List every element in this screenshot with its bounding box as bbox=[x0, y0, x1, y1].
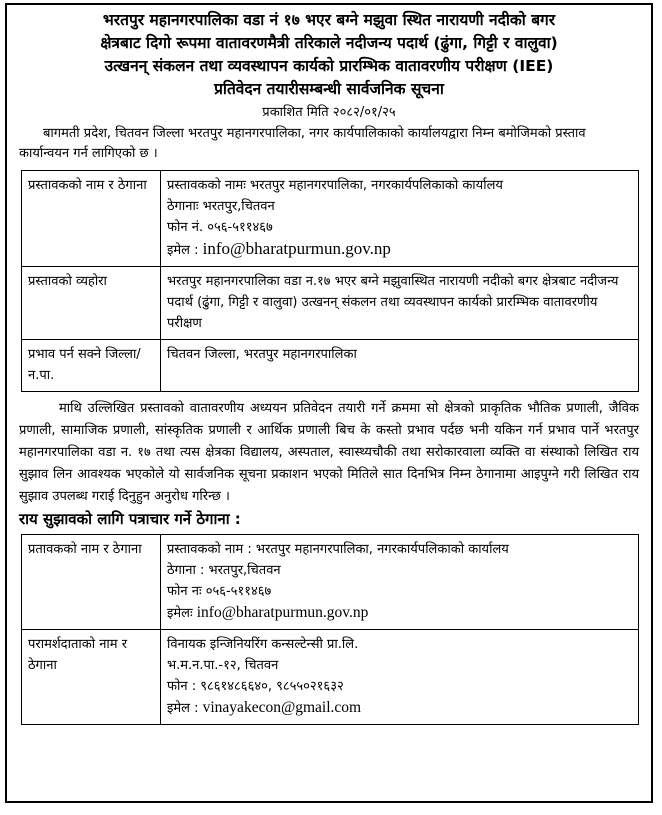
title-line: उत्खनन् संकलन तथा व्यवस्थापन कार्यको प्रारम्भिक वातावरणीय परीक्षण (IEE) bbox=[104, 57, 554, 75]
intro-paragraph: बागमती प्रदेश, चितवन जिल्ला भरतपुर महानगरपालिका, नगर कार्यपालिकाको कार्यालयद्वारा निम्न बमोजिमको प्रस्ताव कार्यान्वयन गर्न लागिएको छ । bbox=[19, 126, 586, 161]
proposer-name: प्रस्तावकको नामः भरतपुर महानगरपालिका, नगरकार्यपलिकाको कार्यालय bbox=[167, 178, 503, 193]
public-notice bbox=[5, 3, 653, 803]
email-link[interactable]: info@bharatpurmun.gov.np bbox=[196, 604, 369, 621]
table-row bbox=[22, 630, 639, 725]
consultant-phone: फोन : ९८६१४८६६४०, ९८५५०२१६३२ bbox=[167, 679, 344, 694]
title-line: क्षेत्रबाट दिगो रूपमा वातावरणमैत्री तरिकाले नदीजन्य पदार्थ (ढुंगा, गिट्टी र वालुवा) bbox=[100, 34, 558, 52]
row-label: प्रतावकको नाम र ठेगाना bbox=[22, 535, 161, 630]
row-value bbox=[161, 535, 639, 630]
row-label: प्रस्तावको व्यहोरा bbox=[22, 267, 161, 340]
proposer-address: ठेगानाः भरतपुर,चितवन bbox=[167, 199, 275, 214]
row-value bbox=[161, 630, 639, 725]
row-label: परामर्शदाताको नाम र ठेगाना bbox=[22, 630, 161, 725]
table-row bbox=[22, 340, 639, 392]
title-line: प्रतिवेदन तयारीसम्बन्धी सार्वजनिक सूचना bbox=[214, 80, 444, 98]
notice-title bbox=[15, 9, 643, 101]
table-row bbox=[22, 267, 639, 340]
consultant-name: विनायक इन्जिनियरिंग कन्सल्टेन्सी प्रा.लि. bbox=[167, 637, 359, 652]
email-link[interactable]: vinayakecon@gmail.com bbox=[202, 699, 362, 716]
proposer-address: ठेगाना : भरतपुर,चितवन bbox=[167, 563, 281, 578]
consultant-address: भ.म.न.पा.-१२, चितवन bbox=[167, 658, 279, 673]
email-link[interactable]: info@bharatpurmun.gov.np bbox=[202, 239, 391, 258]
table-row bbox=[22, 171, 639, 267]
correspondence-table bbox=[21, 534, 639, 725]
proposer-name: प्रस्तावकको नाम : भरतपुर महानगरपालिका, नगरकार्यपलिकाको कार्यालय bbox=[167, 542, 509, 557]
email-label: इमेलः bbox=[167, 606, 197, 621]
proposer-email-line bbox=[167, 602, 632, 624]
email-label: इमेल : bbox=[167, 701, 203, 716]
proposal-description: भरतपुर महानगरपालिका वडा न.१७ भएर बग्ने मझुवास्थित नारायणी नदीको बगर क्षेत्रबाट नदीजन्य पदार्थ (ढुंगा, गिट्टी र वालुवा) उत्खनन् संकलन तथा व्यवस्थापन कार्यको प्रारम्भिक वातावरणीय परीक्षण bbox=[161, 267, 639, 340]
row-label: प्रस्तावकको नाम र ठेगाना bbox=[22, 171, 161, 267]
table-row bbox=[22, 535, 639, 630]
row-label: प्रभाव पर्न सक्ने जिल्ला/न.पा. bbox=[22, 340, 161, 392]
correspondence-heading: राय सुझावको लागि पत्राचार गर्ने ठेगाना : bbox=[19, 510, 241, 528]
proposal-table bbox=[21, 170, 639, 392]
published-date: प्रकाशित मिति २०८२/०१/२५ bbox=[262, 105, 396, 120]
consultant-email-line bbox=[167, 697, 632, 719]
proposer-phone: फोन नः ०५६-५११४६७ bbox=[167, 584, 272, 599]
title-line: भरतपुर महानगरपालिका वडा नं १७ भएर बग्ने मझुवा स्थित नारायणी नदीको बगर bbox=[102, 11, 556, 29]
affected-area: चितवन जिल्ला, भरतपुर महानगरपालिका bbox=[161, 340, 639, 392]
proposer-email-line bbox=[167, 238, 632, 261]
row-value bbox=[161, 171, 639, 267]
proposer-phone: फोन नं. ०५६-५११४६७ bbox=[167, 220, 273, 235]
body-paragraph: माथि उल्लिखित प्रस्तावको वातावरणीय अध्ययन प्रतिवेदन तयारी गर्ने क्रममा सो क्षेत्रको प्राकृतिक भौतिक प्रणाली, जैविक प्रणाली, सामाजिक प्रणाली, सांस्कृतिक प्रणाली र आर्थिक प्रणाली बिच के कस्तो प्रभाव पर्दछ भनी यकिन गर्न प्रभाव पार्ने भरतपुर महानगरपालिका वडा न. १७ तथा त्यस क्षेत्रका विद्यालय, अस्पताल, स्वास्थ्यचौकी तथा सरोकारवाला व्यक्ति वा संस्थाको लिखित राय सुझाव लिन आवश्यक भएकोले यो सार्वजनिक सूचना प्रकाशन भएको मितिले सात दिनभित्र निम्न ठेगानामा आइपुग्ने गरी लिखित राय सुझाव उपलब्ध गराई दिनुहुन अनुरोध गरिन्छ । bbox=[19, 401, 639, 504]
email-label: इमेल : bbox=[167, 243, 203, 258]
